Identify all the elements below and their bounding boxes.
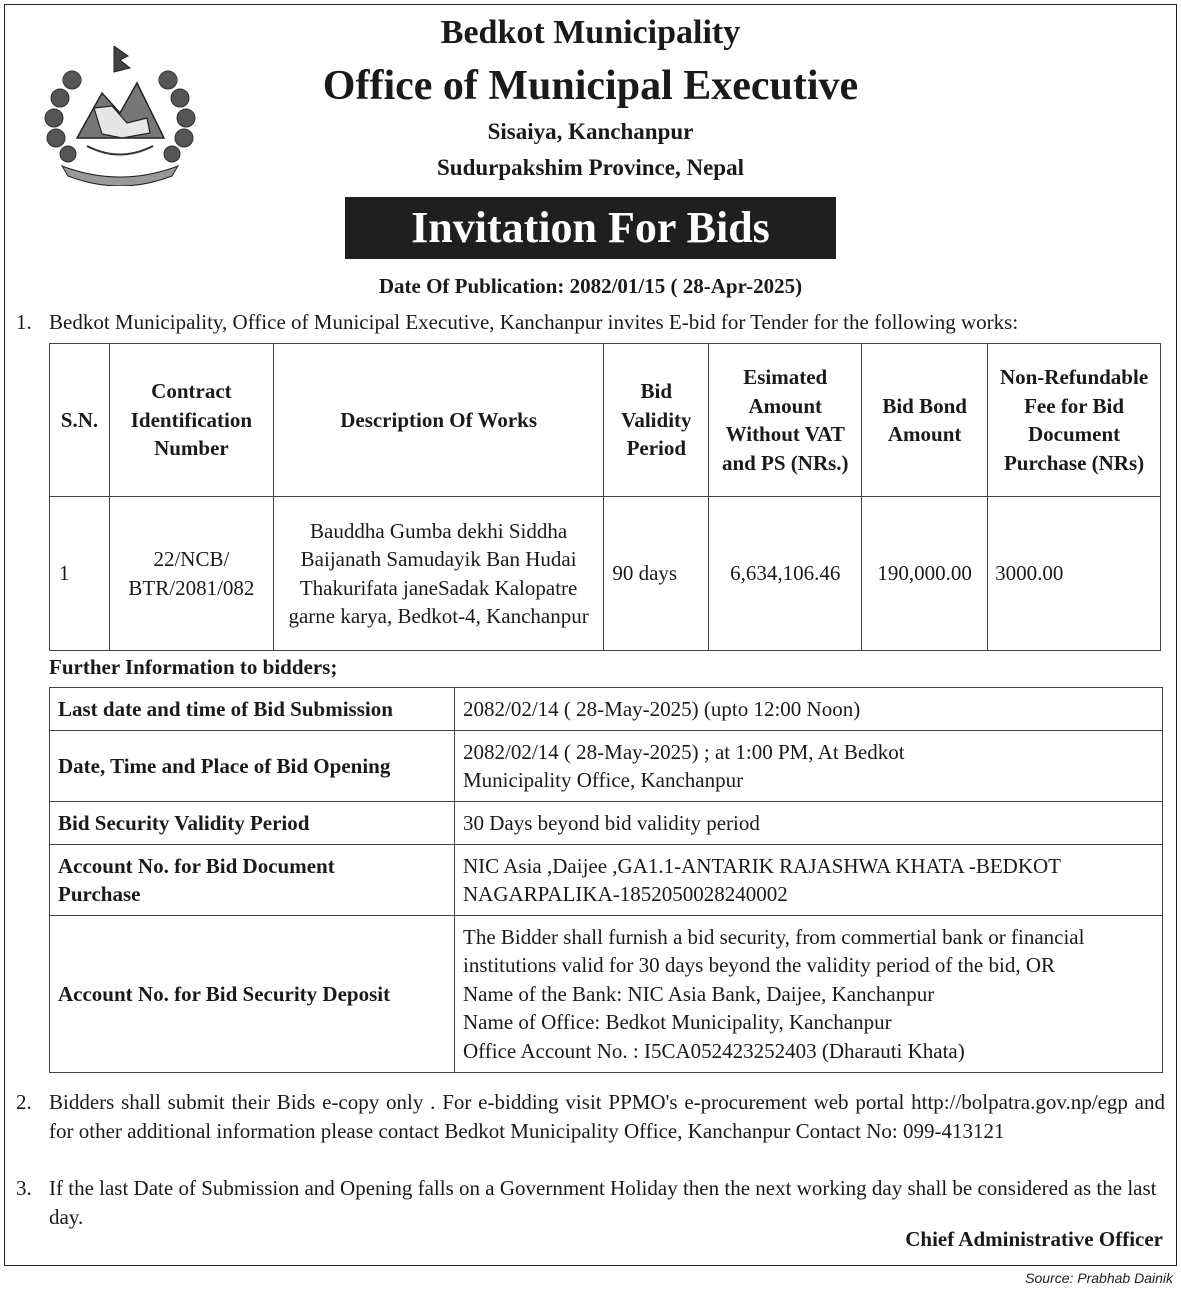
point-2-paragraph [16, 1088, 1165, 1145]
col-validity: Bid Validity Period [604, 344, 709, 497]
office-province: Sudurpakshim Province, Nepal [437, 155, 744, 180]
security-validity-value: 30 Days beyond bid validity period [463, 810, 760, 835]
doc-account-value-line2: NAGARPALIKA-1852050028240002 [463, 882, 788, 906]
col-description: Description Of Works [273, 344, 603, 497]
doc-account-value-line1: NIC Asia ,Daijee ,GA1.1-ANTARIK RAJASHWA KHATA -BEDKOT [463, 853, 1062, 878]
intro-text: Bedkot Municipality, Office of Municipal Executive, Kanchanpur invites E-bid for Tender for the following works: [49, 310, 1019, 334]
works-table [49, 343, 1161, 651]
col-sn: S.N. [50, 344, 110, 497]
point-3-paragraph [16, 1174, 1165, 1231]
security-deposit-line5: Office Account No. : I5CA052423252403 (Dharauti Khata) [463, 1038, 965, 1063]
table-row [50, 688, 1163, 731]
point-2-text: Bidders shall submit their Bids e-copy only . For e-bidding visit PPMO's e-procurement web portal http://bolpatra.gov.np/egp and for other additional information please contact Bedkot Municipality Office, Kanchanpur Contact No: 099-413121 [49, 1090, 1165, 1143]
point-3-number: 3. [16, 1176, 32, 1200]
col-estimate: Esimated Amount Without VAT and PS (NRs.) [709, 344, 862, 497]
intro-number: 1. [16, 310, 32, 334]
cell-estimate: 6,634,106.46 [709, 497, 862, 651]
point-3-text: If the last Date of Submission and Opening falls on a Government Holiday then the next working day shall be considered as the last day. [49, 1176, 1157, 1229]
security-deposit-line4: Name of Office: Bedkot Municipality, Kanchanpur [463, 1010, 892, 1035]
signoff: Chief Administrative Officer [905, 1227, 1163, 1251]
opening-label: Date, Time and Place of Bid Opening [50, 731, 455, 802]
office-location: Sisaiya, Kanchanpur [487, 119, 694, 144]
security-deposit-line1: The Bidder shall furnish a bid security, from commertial bank or financial [463, 924, 1085, 949]
security-deposit-label: Account No. for Bid Security Deposit [50, 916, 455, 1073]
cell-bond: 190,000.00 [862, 497, 988, 651]
publication-date: Date Of Publication: 2082/01/15 ( 28-Apr-2025) [378, 274, 803, 298]
further-info-heading: Further Information to bidders; [49, 655, 338, 679]
intro-paragraph [16, 308, 1169, 337]
municipality-name: Bedkot Municipality [440, 14, 741, 51]
table-row [50, 497, 1161, 651]
doc-account-label-line2: Purchase [58, 882, 141, 906]
cell-fee: 3000.00 [988, 497, 1161, 651]
opening-value-line2: Municipality Office, Kanchanpur [463, 768, 744, 792]
col-bond: Bid Bond Amount [862, 344, 988, 497]
further-info-table [49, 687, 1163, 1073]
cell-contract-id: 22/NCB/ BTR/2081/082 [109, 497, 273, 651]
col-contract-id: Contract Identification Number [109, 344, 273, 497]
security-deposit-line3: Name of the Bank: NIC Asia Bank, Daijee, Kanchanpur [463, 981, 935, 1006]
security-validity-label: Bid Security Validity Period [50, 802, 455, 845]
table-row [50, 731, 1163, 802]
col-fee: Non-Refundable Fee for Bid Document Purchase (NRs) [988, 344, 1161, 497]
table-row [50, 802, 1163, 845]
security-deposit-line2: institutions valid for 30 days beyond the validity period of the bid, OR [463, 953, 1056, 978]
submission-value: 2082/02/14 ( 28-May-2025) (upto 12:00 Noon) [463, 696, 861, 721]
submission-label: Last date and time of Bid Submission [50, 688, 455, 731]
cell-sn: 1 [50, 497, 110, 651]
doc-account-label-line1: Account No. for Bid Document [58, 853, 335, 878]
table-row [50, 916, 1163, 1073]
point-2-number: 2. [16, 1090, 32, 1114]
opening-value-line1: 2082/02/14 ( 28-May-2025) ; at 1:00 PM, At Bedkot [463, 739, 905, 764]
source-credit: Source: Prabhab Dainik [1025, 1270, 1173, 1286]
table-row [50, 845, 1163, 916]
office-title: Office of Municipal Executive [322, 63, 859, 109]
notice-banner: Invitation For Bids [345, 197, 836, 259]
cell-validity: 90 days [604, 497, 709, 651]
cell-description: Bauddha Gumba dekhi Siddha Baijanath Samudayik Ban Hudai Thakurifata janeSadak Kalopatre garne karya, Bedkot-4, Kanchanpur [273, 497, 603, 651]
